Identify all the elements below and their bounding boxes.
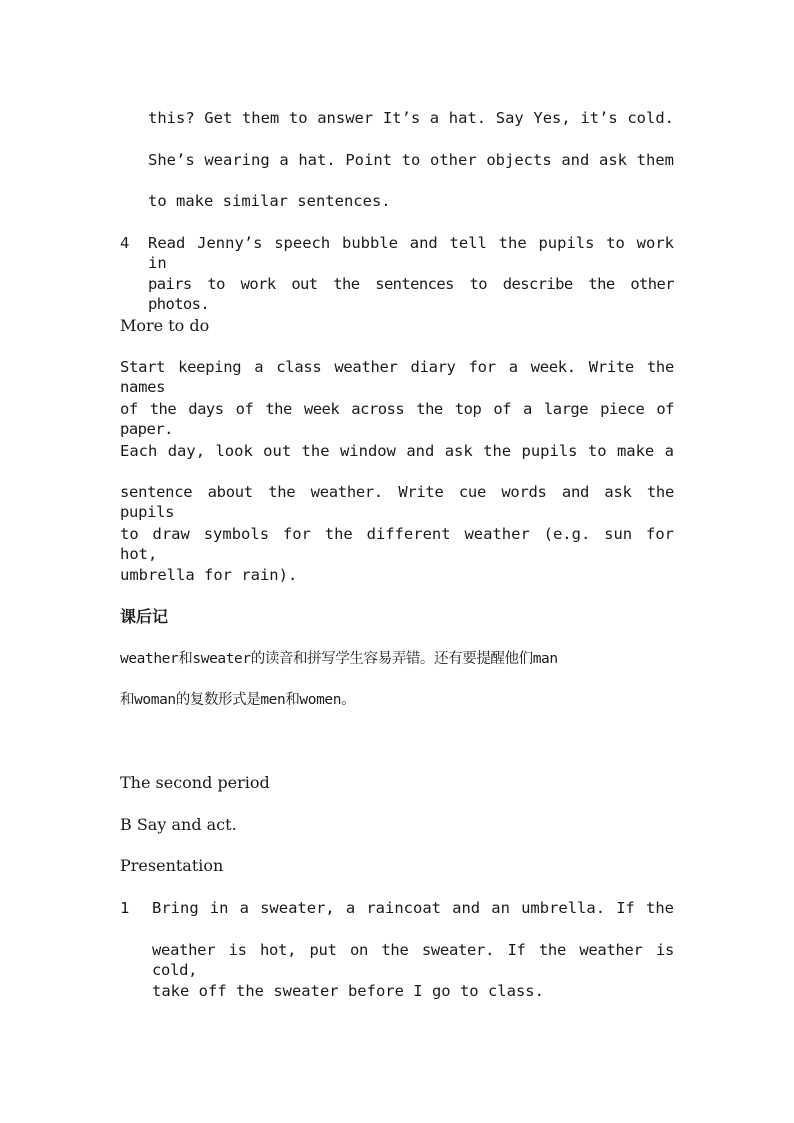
- section-title: B Say and act.: [120, 815, 237, 834]
- text-line: this? Get them to answer It’s a hat. Say Yes, it’s cold.: [148, 109, 674, 127]
- text-line: She’s wearing a hat. Point to other objects and ask them: [148, 151, 674, 169]
- text-line: sentence about the weather. Write cue words and ask the pupils: [120, 483, 674, 521]
- section-heading: 课后记: [120, 607, 169, 626]
- list-number: 1: [120, 899, 130, 917]
- text-line: of the days of the week across the top of a large piece of paper.: [120, 400, 674, 438]
- text-line: Each day, look out the window and ask the pupils to make a: [120, 442, 674, 460]
- list-number: 4: [120, 234, 130, 252]
- text-line: Start keeping a class weather diary for a week. Write the names: [120, 358, 674, 396]
- text-line: umbrella for rain).: [120, 566, 298, 584]
- section-heading: Presentation: [120, 856, 224, 875]
- text-line: take off the sweater before I go to class.: [152, 982, 544, 1000]
- text-line: weather is hot, put on the sweater. If the weather is cold,: [152, 941, 674, 979]
- text-line: to draw symbols for the different weather (e.g. sun for hot,: [120, 525, 674, 563]
- period-title: The second period: [120, 773, 270, 792]
- text-line: Bring in a sweater, a raincoat and an umbrella. If the: [152, 899, 674, 917]
- text-line: 和woman的复数形式是men和women。: [120, 692, 356, 708]
- section-heading: More to do: [120, 316, 210, 335]
- text-line: weather和sweater的读音和拼写学生容易弄错。还有要提醒他们man: [120, 651, 558, 667]
- text-line: pairs to work out the sentences to describe the other photos.: [148, 275, 674, 313]
- text-line: Read Jenny’s speech bubble and tell the pupils to work in: [148, 234, 674, 272]
- text-line: to make similar sentences.: [148, 192, 391, 210]
